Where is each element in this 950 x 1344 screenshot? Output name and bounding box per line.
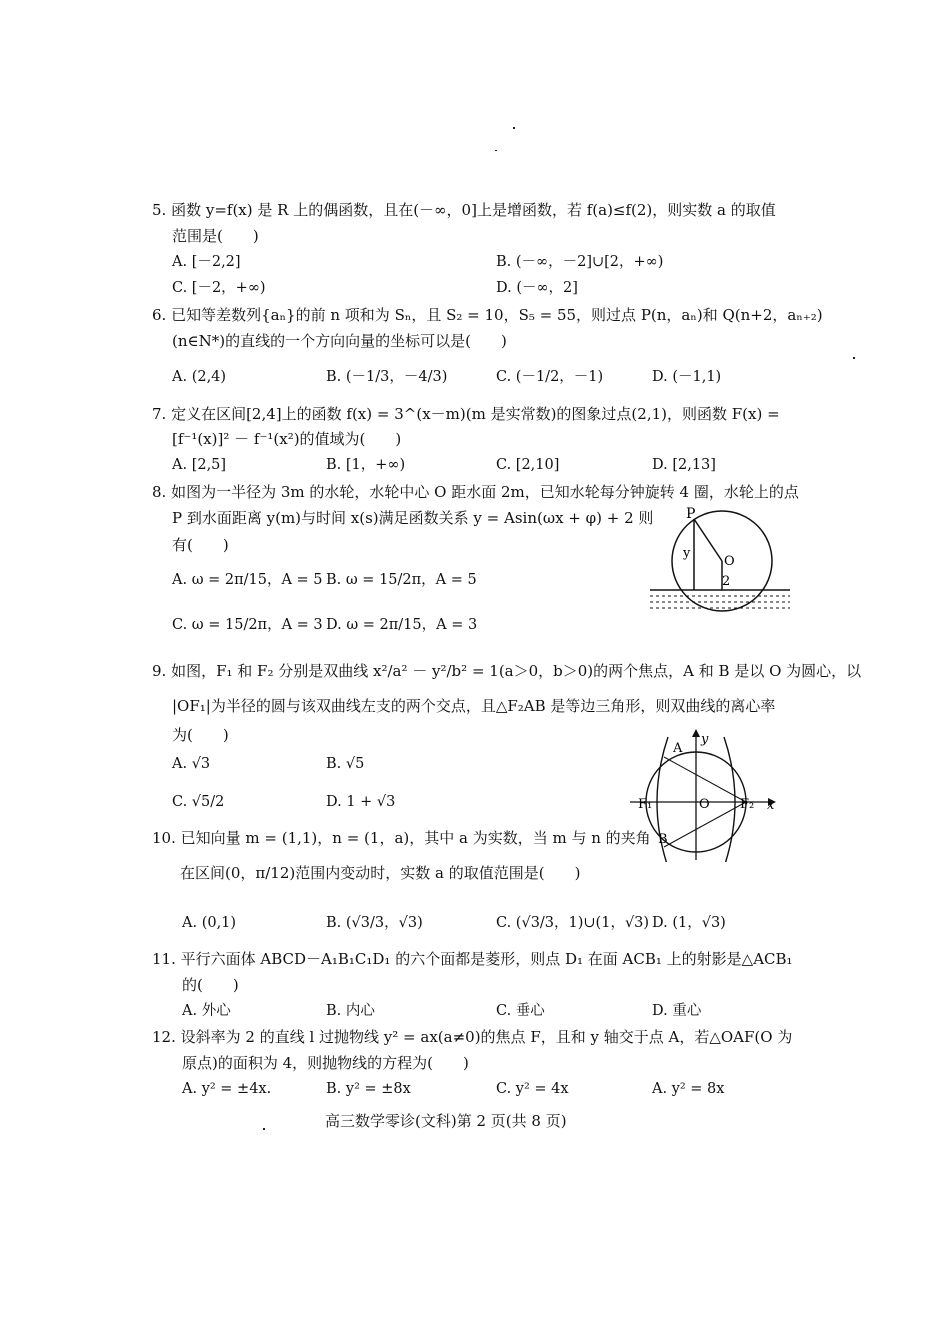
hyperbola-right-branch (724, 737, 735, 862)
q9-option-a: A. √3 (172, 756, 211, 772)
q12-option-c: C. y² = 4x (496, 1081, 569, 1097)
q6-stem-cont: (n∈N*)的直线的一个方向向量的坐标可以是( ) (172, 332, 507, 350)
q6-option-c: C. (－1/2，－1) (496, 369, 604, 385)
point-p-label: P (686, 506, 696, 522)
y-axis-arrow (692, 729, 700, 737)
q5-option-c: C. [－2，+∞) (172, 280, 266, 296)
q9-stem: 9. 如图，F₁ 和 F₂ 分别是双曲线 x²/a² － y²/b² = 1(a＞0，b＞0)的两个焦点，A 和 B 是以 O 为圆心，以 (152, 662, 862, 680)
x-axis-label: x (767, 798, 775, 813)
q12-option-d: A. y² = 8x (652, 1081, 725, 1097)
point-a-label: A (673, 741, 683, 756)
q5-option-a: A. [－2,2] (172, 254, 241, 270)
q8-option-b: B. ω = 15/2π，A = 5 (326, 572, 477, 588)
scan-speck (263, 1128, 265, 1130)
q12-stem: 12. 设斜率为 2 的直线 l 过抛物线 y² = ax(a≠0)的焦点 F，且和 y 轴交于点 A，若△OAF(O 为 (152, 1028, 793, 1046)
q5-stem: 5. 函数 y=f(x) 是 R 上的偶函数，且在(－∞，0]上是增函数，若 f(a)≤f(2)，则实数 a 的取值 (152, 201, 776, 219)
radius-segment (694, 519, 722, 561)
q7-option-b: B. [1，+∞) (326, 457, 406, 473)
q6-stem: 6. 已知等差数列{aₙ}的前 n 项和为 Sₙ，且 S₂ = 10，S₅ = 55，则过点 P(n，aₙ)和 Q(n+2，aₙ₊₂) (152, 306, 823, 324)
q5-option-b: B. (－∞，－2]∪[2，+∞) (496, 254, 664, 270)
q9-stem-end: 为( ) (172, 726, 229, 744)
q10-stem-cont: 在区间(0，π/12)范围内变动时，实数 a 的取值范围是( ) (180, 864, 581, 882)
scan-speck (513, 127, 515, 129)
page-footer: 高三数学零诊(文科)第 2 页(共 8 页) (325, 1112, 567, 1130)
q12-option-a: A. y² = ±4x. (182, 1081, 272, 1097)
q8-stem-end: 有( ) (172, 536, 229, 554)
q6-option-d: D. (－1,1) (652, 369, 722, 385)
q10-stem: 10. 已知向量 m = (1,1)，n = (1，a)，其中 a 为实数，当 m 与 n 的夹角 (152, 829, 651, 847)
distance-2-label: 2 (722, 574, 731, 589)
q10-option-a: A. (0,1) (182, 915, 237, 931)
q6-option-b: B. (－1/3，－4/3) (326, 369, 448, 385)
q11-stem-cont: 的( ) (182, 976, 239, 994)
q11-option-b: B. 内心 (326, 1003, 375, 1019)
q11-option-c: C. 垂心 (496, 1003, 545, 1019)
q7-stem: 7. 定义在区间[2,4]上的函数 f(x) = 3^(x－m)(m 是实常数)的图象过点(2,1)，则函数 F(x) = (152, 405, 780, 423)
q12-option-b: B. y² = ±8x (326, 1081, 411, 1097)
q5-stem-cont: 范围是( ) (172, 227, 259, 245)
origin-o-label: O (699, 797, 710, 812)
q10-option-d: D. (1，√3) (652, 915, 726, 931)
q9-option-d: D. 1 + √3 (326, 794, 396, 810)
q7-option-a: A. [2,5] (172, 457, 227, 473)
hyperbola-figure (630, 727, 780, 862)
scan-speck (495, 150, 497, 151)
q11-option-d: D. 重心 (652, 1003, 702, 1019)
q9-option-c: C. √5/2 (172, 794, 225, 810)
q5-option-d: D. (－∞，2] (496, 280, 578, 296)
q7-stem-cont: [f⁻¹(x)]² － f⁻¹(x²)的值域为( ) (172, 430, 402, 448)
q10-option-b: B. (√3/3，√3) (326, 915, 423, 931)
q9-option-b: B. √5 (326, 756, 365, 772)
q7-option-c: C. [2,10] (496, 457, 560, 473)
q8-stem-cont: P 到水面距离 y(m)与时间 x(s)满足函数关系 y = Asin(ωx + φ) + 2 则 (172, 509, 654, 527)
q12-stem-cont: 原点)的面积为 4，则抛物线的方程为( ) (182, 1054, 469, 1072)
center-o-label: O (724, 554, 735, 569)
focus-f1-label: F₁ (638, 797, 653, 812)
q6-option-a: A. (2,4) (172, 369, 227, 385)
q11-option-a: A. 外心 (182, 1003, 231, 1019)
q8-option-a: A. ω = 2π/15，A = 5 (172, 572, 323, 588)
q8-option-c: C. ω = 15/2π，A = 3 (172, 617, 323, 633)
point-b-label: B (658, 832, 668, 847)
q8-option-d: D. ω = 2π/15，A = 3 (326, 617, 478, 633)
q8-stem: 8. 如图为一半径为 3m 的水轮，水轮中心 O 距水面 2m，已知水轮每分钟旋转 4 圈，水轮上的点 (152, 483, 799, 501)
y-axis-label: y (701, 732, 709, 747)
water-wheel-figure (650, 505, 790, 615)
q9-stem-cont: |OF₁|为半径的圆与该双曲线左支的两个交点，且△F₂AB 是等边三角形，则双曲线的离心率 (172, 697, 776, 715)
q11-stem: 11. 平行六面体 ABCD－A₁B₁C₁D₁ 的六个面都是菱形，则点 D₁ 在面 ACB₁ 上的射影是△ACB₁ (152, 950, 793, 968)
y-label: y (683, 546, 691, 561)
scan-speck (853, 357, 855, 359)
focus-f2-label: F₂ (740, 797, 755, 812)
q10-option-c: C. (√3/3，1)∪(1，√3) (496, 915, 650, 931)
q7-option-d: D. [2,13] (652, 457, 716, 473)
